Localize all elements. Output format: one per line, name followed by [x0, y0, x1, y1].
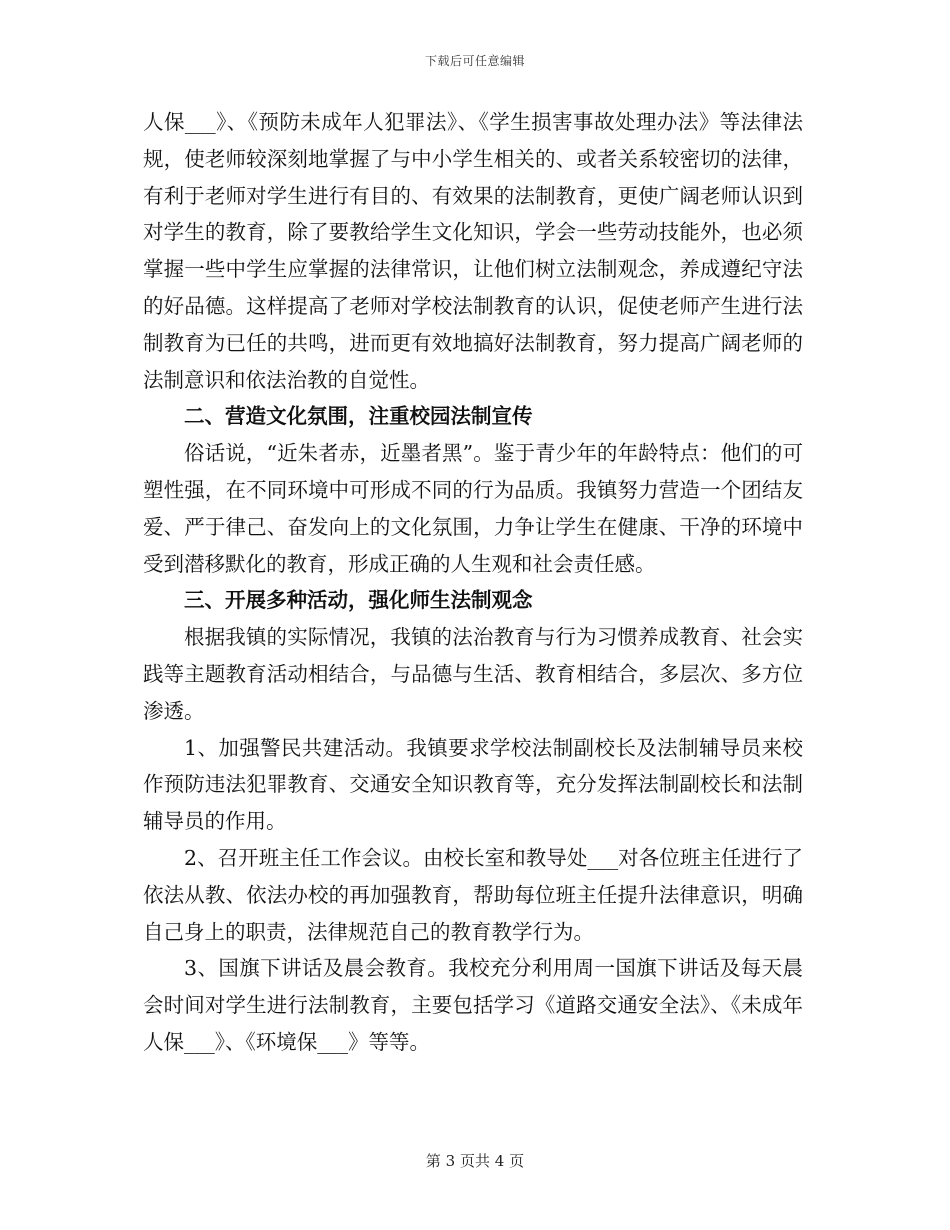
section-heading-3: 三、开展多种活动，强化师生法制观念 — [184, 588, 533, 613]
page-number-footer: 第 3 页共 4 页 — [425, 1152, 525, 1170]
paragraph-item-2: 2、召开班主任工作会议。由校长室和教导处___对各位班主任进行了依法从教、依法办校的再加强教育，帮助每位班主任提升法律意识，明确自己身上的职责，法律规范自己的教育教学行为。 — [143, 845, 803, 944]
section-heading-2: 二、营造文化氛围，注重校园法制宣传 — [184, 404, 533, 429]
paragraph-item-3: 3、国旗下讲话及晨会教育。我校充分利用周一国旗下讲话及每天晨会时间对学生进行法制教育，主要包括学习《道路交通安全法》、《未成年人保___》、《环境保___》等等。 — [143, 956, 803, 1054]
paragraph-item-1: 1、加强警民共建活动。我镇要求学校法制副校长及法制辅导员来校作预防违法犯罪教育、交通安全知识教育等，充分发挥法制副校长和法制辅导员的作用。 — [143, 735, 803, 834]
document-body — [143, 104, 803, 1061]
paragraph-continuation: 人保___》、《预防未成年人犯罪法》、《学生损害事故处理办法》等法律法规，使老师较深刻地掌握了与中小学生相关的、或者关系较密切的法律，有利于老师对学生进行有目的、有效果的法制教育，更使广阔老师认识到对学生的教育，除了要教给学生文化知识，学会一些劳动技能外，也必须掌握一些中学生应掌握的法律常识，让他们树立法制观念，养成遵纪守法的好品德。这样提高了老师对学校法制教育的认识，促使老师产生进行法制教育为已任的共鸣，进而更有效地搞好法制教育，努力提高广阔老师的法制意识和依法治教的自觉性。 — [143, 110, 803, 392]
page-header: 下载后可任意编辑 — [424, 54, 525, 68]
paragraph-activities-intro: 根据我镇的实际情况，我镇的法治教育与行为习惯养成教育、社会实践等主题教育活动相结合，与品德与生活、教育相结合，多层次、多方位渗透。 — [143, 625, 803, 723]
paragraph-culture: 俗话说，“近朱者赤，近墨者黑”。鉴于青少年的年龄特点：他们的可塑性强，在不同环境中可形成不同的行为品质。我镇努力营造一个团结友爱、严于律己、奋发向上的文化氛围，力争让学生在健康、干净的环境中受到潜移默化的教育，形成正确的人生观和社会责任感。 — [143, 441, 803, 576]
